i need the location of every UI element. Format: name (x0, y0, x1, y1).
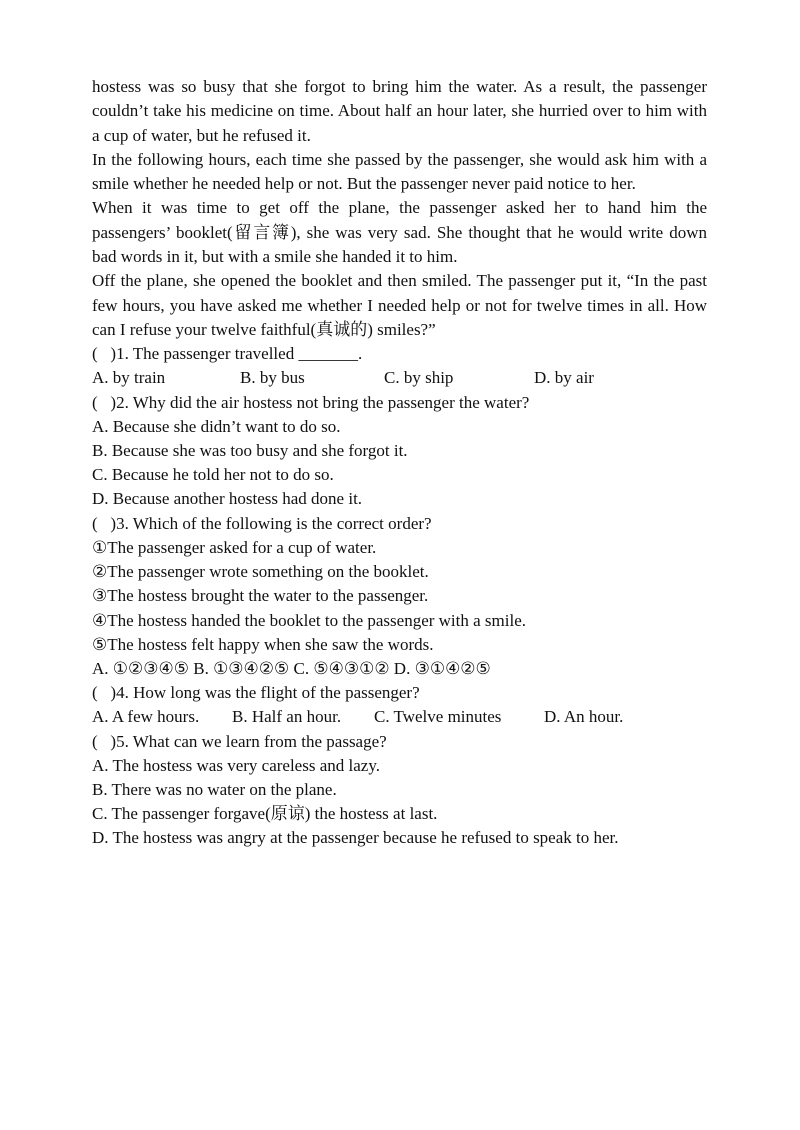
passage-paragraph-2: In the following hours, each time she passed by the passenger, she would ask him with a smile whether he needed help or not. But the passenger never paid notice to her. (92, 149, 707, 194)
option-d: D. by air (534, 368, 594, 388)
passage-paragraph-4: Off the plane, she opened the booklet and then smiled. The passenger put it, “In the past few hours, you have asked me whether I needed help or not for twelve times in all. How can I refuse your twelve faithful(真诚的) smiles?” (92, 271, 707, 339)
option-d: D. An hour. (544, 707, 624, 727)
question-4-stem: ( )4. How long was the flight of the passenger? (92, 683, 420, 703)
option-b: B. There was no water on the plane. (92, 779, 337, 799)
option-a: A. A few hours. (92, 707, 200, 727)
option-c: C. The passenger forgave(原谅) the hostess at last. (92, 804, 438, 824)
question-4-options (92, 705, 707, 729)
option-b: B. by bus (240, 368, 305, 388)
question-3-options: A. ①②③④⑤ B. ①③④②⑤ C. ⑤④③①② D. ③①④②⑤ (92, 658, 491, 678)
option-a: A. The hostess was very careless and lazy. (92, 755, 380, 775)
question-3-stem: ( )3. Which of the following is the correct order? (92, 513, 432, 533)
question-1-options (92, 366, 707, 390)
event-item: ④The hostess handed the booklet to the passenger with a smile. (92, 610, 527, 630)
option-d: D. The hostess was angry at the passenger because he refused to speak to her. (92, 828, 619, 848)
event-item: ⑤The hostess felt happy when she saw the words. (92, 634, 434, 654)
passage-paragraph-1: hostess was so busy that she forgot to bring him the water. As a result, the passenger couldn’t take his medicine on time. About half an hour later, she hurried over to him with a cup of water, but he refused it. (92, 77, 707, 145)
question-5-stem: ( )5. What can we learn from the passage? (92, 731, 387, 751)
event-item: ③The hostess brought the water to the passenger. (92, 586, 429, 606)
option-b: B. Half an hour. (232, 707, 342, 727)
question-1-stem: ( )1. The passenger travelled _______. (92, 344, 363, 364)
option-c: C. by ship (384, 368, 454, 388)
option-c: C. Twelve minutes (374, 707, 502, 727)
event-item: ②The passenger wrote something on the booklet. (92, 562, 429, 582)
question-2-stem: ( )2. Why did the air hostess not bring the passenger the water? (92, 392, 530, 412)
option-a: A. by train (92, 368, 166, 388)
passage-paragraph-3: When it was time to get off the plane, the passenger asked her to hand him the passengers’ booklet(留言簿), she was very sad. She thought that he would write down bad words in it, but with a smile she handed it to him. (92, 198, 707, 267)
option-a: A. Because she didn’t want to do so. (92, 416, 341, 436)
option-c: C. Because he told her not to do so. (92, 465, 334, 485)
worksheet-content (92, 75, 707, 851)
event-item: ①The passenger asked for a cup of water. (92, 537, 377, 557)
option-b: B. Because she was too busy and she forgot it. (92, 441, 408, 461)
option-d: D. Because another hostess had done it. (92, 489, 363, 509)
